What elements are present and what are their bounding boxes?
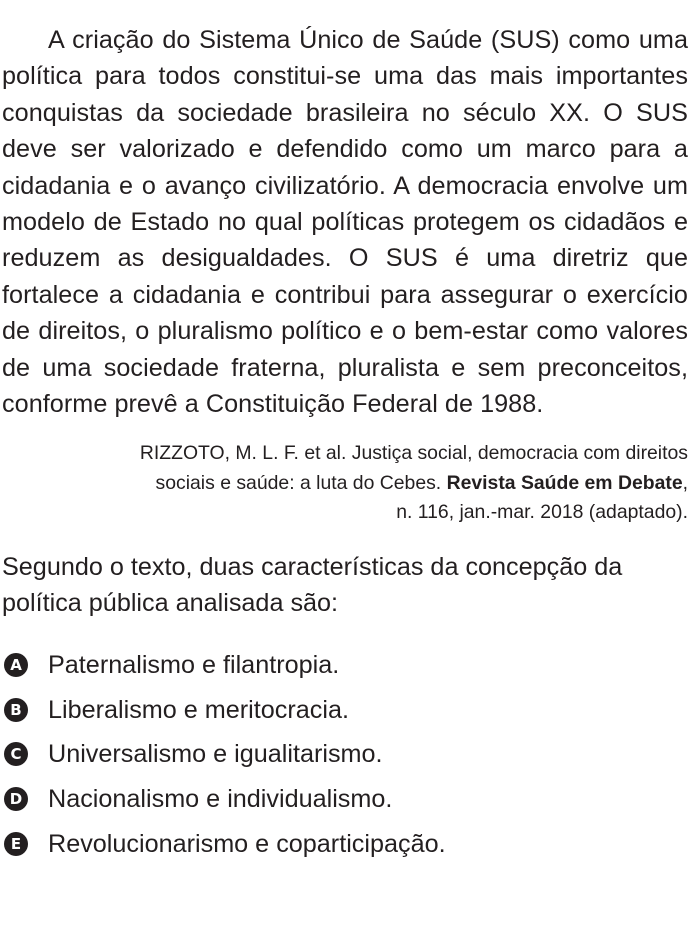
alternative-b-text: Liberalismo e meritocracia. (48, 695, 349, 724)
alternative-b-letter-badge: B (4, 698, 28, 722)
alternatives-list (2, 643, 688, 866)
alternative-d[interactable] (2, 777, 688, 822)
alternative-e-letter-badge: E (4, 832, 28, 856)
citation-line-3: n. 116, jan.-mar. 2018 (adaptado). (396, 501, 688, 524)
alternative-d-text: Nacionalismo e individualismo. (48, 785, 393, 814)
alternative-d-letter-badge: D (4, 787, 28, 811)
citation-line-1: RIZZOTO, M. L. F. et al. Justiça social, democracia com direitos (139, 442, 688, 465)
alternative-c-text: Universalismo e igualitarismo. (48, 740, 383, 769)
alternative-e[interactable] (2, 821, 688, 866)
citation-line-2 (2, 469, 688, 499)
alternative-a-text: Paternalismo e filantropia. (48, 651, 340, 680)
citation-journal: Revista Saúde em Debate (446, 471, 683, 494)
alternative-e-text: Revolucionarismo e coparticipação. (48, 829, 446, 858)
alternative-a-letter-badge: A (4, 653, 28, 677)
alternative-c[interactable] (2, 732, 688, 777)
alternative-c-letter-badge: C (4, 742, 28, 766)
passage-text: A criação do Sistema Único de Saúde (SUS) como uma política para todos constitui-se uma das mais importantes conquistas da sociedade brasileira no século XX. O SUS deve ser valorizado e defendido como um marco para a cidadania e o avanço civilizatório. A democracia envolve um modelo de Estado no qual políticas protegem os cidadãos e reduzem as desigualdades. O SUS é uma diretriz que fortalece a cidadania e contribui para assegurar o exercício de direitos, o pluralismo político e o bem-estar como valores de uma sociedade fraterna, pluralista e sem preconceitos, conforme prevê a Constituição Federal de 1988. (2, 26, 688, 419)
question-stem: Segundo o texto, duas características da concepção da política pública analisada são: (2, 552, 623, 617)
alternative-a[interactable] (2, 643, 688, 688)
alternative-b[interactable] (2, 688, 688, 733)
citation-comma: , (682, 471, 688, 494)
citation-authors-title: sociais e saúde: a luta do Cebes. (155, 471, 447, 494)
citation (2, 439, 688, 528)
